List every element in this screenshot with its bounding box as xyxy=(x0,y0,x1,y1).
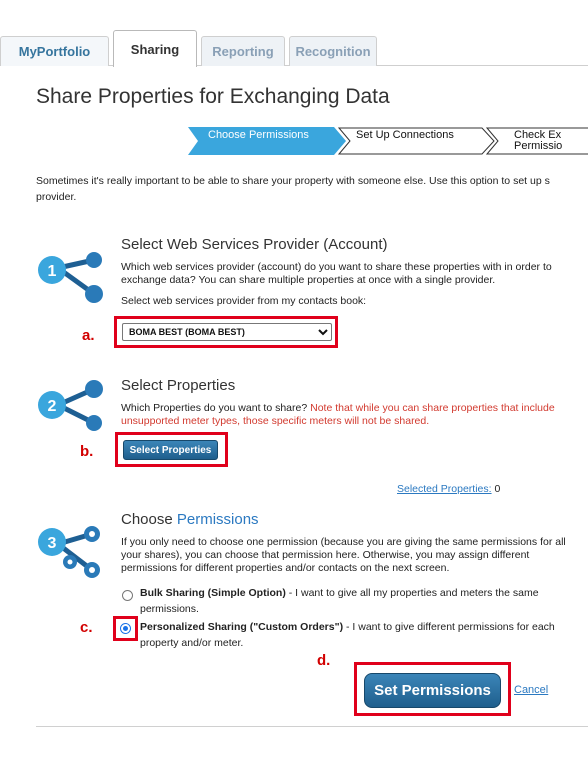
select-properties-button[interactable]: Select Properties xyxy=(123,440,218,460)
step-label: Set Up Connections xyxy=(356,129,454,141)
share-network-icon xyxy=(36,248,106,308)
cancel-link[interactable]: Cancel xyxy=(514,684,549,696)
selected-properties-link[interactable]: Selected Properties: xyxy=(397,483,492,495)
tab-label: Recognition xyxy=(295,44,371,59)
step-check-permissions xyxy=(486,127,588,155)
step-label: Choose Permissions xyxy=(208,129,309,141)
permissions-description: If you only need to choose one permission (because you are giving the same permissions for all your shares), you can choose that permission here. Otherwise, you may assign different permissions for different properties and/or contacts on the next screen. xyxy=(121,536,566,574)
step-set-up-connections xyxy=(338,127,498,155)
step-label: Check Ex Permissio xyxy=(514,129,563,152)
provider-description: Which web services provider (account) do you want to share these properties with in order to exchange data? You can share multiple properties at once with a single provider. xyxy=(121,261,552,286)
intro-text: Sometimes it's really important to be able to share your property with someone else. Use this option to set up s provider. xyxy=(36,175,550,203)
tab-label: Sharing xyxy=(130,41,180,57)
annotation-marker-d: d. xyxy=(317,652,331,669)
title-highlight: Permissions xyxy=(176,511,259,528)
progress-steps xyxy=(188,127,588,155)
svg-text:3: 3 xyxy=(47,535,57,552)
annotation-marker-c: c. xyxy=(80,619,93,636)
gear-network-icon xyxy=(36,524,106,584)
bulk-sharing-label: Bulk Sharing (Simple Option) - I want to give all my properties and meters the same permissions. xyxy=(140,587,539,615)
section-title-provider: Select Web Services Provider (Account) xyxy=(121,236,388,253)
properties-question: Which Properties do you want to share? xyxy=(121,402,308,414)
provider-select[interactable] xyxy=(122,323,332,341)
tab-recognition[interactable] xyxy=(289,36,377,66)
title-prefix: Choose xyxy=(121,511,173,528)
section-title-properties: Select Properties xyxy=(121,377,236,394)
properties-warning: Note that while you can share properties that include unsupported meter types, those specific meters will not be shared. xyxy=(121,402,555,427)
svg-text:1: 1 xyxy=(47,263,57,280)
selected-properties xyxy=(397,483,500,495)
personalized-sharing-radio[interactable] xyxy=(120,623,131,634)
annotation-marker-a: a. xyxy=(82,327,95,344)
section-title-permissions xyxy=(121,511,259,528)
provider-select-label: Select web services provider from my contacts book: xyxy=(121,295,367,307)
annotation-marker-b: b. xyxy=(80,443,94,460)
tab-myportfolio[interactable] xyxy=(0,36,109,66)
tab-bar xyxy=(0,30,588,66)
bottom-divider xyxy=(36,726,588,727)
selected-properties-count: 0 xyxy=(494,483,501,495)
set-permissions-button[interactable]: Set Permissions xyxy=(364,673,501,708)
tab-sharing[interactable] xyxy=(113,30,197,67)
page-title: Share Properties for Exchanging Data xyxy=(36,85,390,108)
properties-description xyxy=(121,402,571,428)
personalized-sharing-label: Personalized Sharing ("Custom Orders") - I want to give different permissions for each property and/or meter. xyxy=(140,621,555,649)
step-choose-permissions xyxy=(188,127,348,155)
tab-reporting[interactable] xyxy=(201,36,285,66)
share-network-icon xyxy=(36,375,106,435)
svg-text:2: 2 xyxy=(47,398,57,415)
tab-label: Reporting xyxy=(212,44,274,59)
tab-label: MyPortfolio xyxy=(18,44,91,59)
bulk-sharing-radio[interactable] xyxy=(122,590,133,601)
